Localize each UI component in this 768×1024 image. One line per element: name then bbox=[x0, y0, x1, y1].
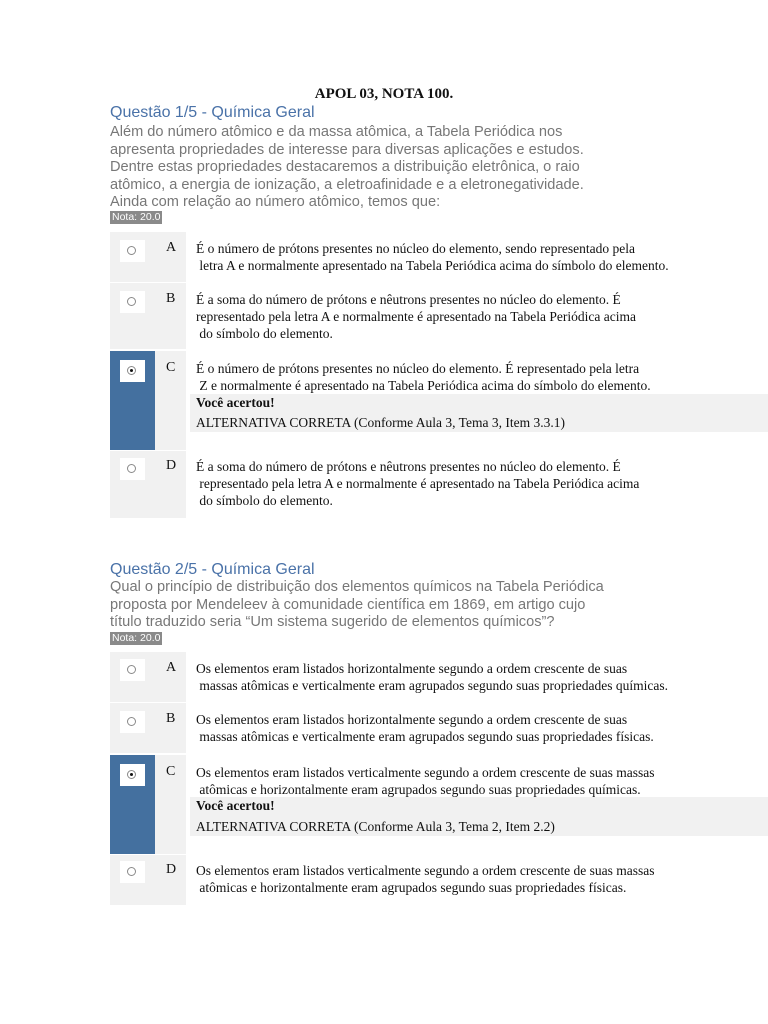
feedback-title: Você acertou! bbox=[196, 798, 275, 813]
radio-button[interactable] bbox=[120, 291, 145, 313]
radio-button[interactable] bbox=[120, 711, 145, 733]
radio-unchecked-icon bbox=[127, 717, 136, 726]
question-2-title: Questão 2/5 - Química Geral bbox=[110, 561, 315, 578]
question-1-option-a[interactable] bbox=[110, 232, 768, 282]
question-1-text: Além do número atômico e da massa atômica, a Tabela Periódica nos apresenta propriedades de interesse para diversas aplicações e estudos. Dentre estas propriedades destacaremos a distribuição eletrônica, o raio atômico, a energia de ionização, a eletroafinidade e a eletronegatividade. Ainda com relação ao número atômico, temos que: bbox=[110, 124, 584, 211]
radio-button[interactable] bbox=[120, 240, 145, 262]
option-letter: C bbox=[166, 360, 176, 375]
question-2-score-badge: Nota: 20.0 bbox=[112, 632, 161, 644]
question-2-option-b[interactable] bbox=[110, 703, 768, 753]
question-2-option-c[interactable] bbox=[110, 755, 768, 854]
question-1-option-b[interactable] bbox=[110, 283, 768, 349]
question-2-option-d[interactable] bbox=[110, 855, 768, 905]
option-text: Os elementos eram listados horizontalmente segundo a ordem crescente de suas massas atômicas e verticalmente eram agrupados segundo suas propriedades físicas. bbox=[196, 712, 654, 744]
radio-unchecked-icon bbox=[127, 464, 136, 473]
radio-button[interactable] bbox=[120, 458, 145, 480]
radio-unchecked-icon bbox=[127, 246, 136, 255]
option-text: É a soma do número de prótons e nêutrons presentes no núcleo do elemento. É representado pela letra A e normalmente é apresentado na Tabela Periódica acima do símbolo do elemento. bbox=[196, 459, 640, 508]
option-letter: A bbox=[166, 240, 177, 255]
option-text: Os elementos eram listados verticalmente segundo a ordem crescente de suas massas atômicas e horizontalmente eram agrupados segundo suas propriedades físicas. bbox=[196, 863, 655, 895]
option-letter: C bbox=[166, 764, 176, 779]
radio-checked-icon bbox=[127, 366, 136, 375]
radio-unchecked-icon bbox=[127, 297, 136, 306]
radio-unchecked-icon bbox=[127, 665, 136, 674]
option-text: É o número de prótons presentes no núcleo do elemento. É representado pela letra Z e normalmente é apresentado na Tabela Periódica acima do símbolo do elemento. bbox=[196, 361, 651, 393]
radio-button[interactable] bbox=[120, 861, 145, 883]
option-letter: B bbox=[166, 711, 176, 726]
option-letter: D bbox=[166, 862, 177, 877]
question-2-option-a[interactable] bbox=[110, 652, 768, 702]
radio-button[interactable] bbox=[120, 764, 145, 786]
feedback-text: ALTERNATIVA CORRETA (Conforme Aula 3, Tema 2, Item 2.2) bbox=[196, 819, 555, 834]
question-1-option-d[interactable] bbox=[110, 451, 768, 518]
feedback-title: Você acertou! bbox=[196, 395, 275, 410]
radio-unchecked-icon bbox=[127, 867, 136, 876]
question-1-score-badge: Nota: 20.0 bbox=[112, 211, 161, 223]
option-letter: D bbox=[166, 458, 177, 473]
question-1-title: Questão 1/5 - Química Geral bbox=[110, 104, 315, 121]
radio-button[interactable] bbox=[120, 659, 145, 681]
radio-button[interactable] bbox=[120, 360, 145, 382]
option-text: É a soma do número de prótons e nêutrons presentes no núcleo do elemento. É representado pela letra A e normalmente é apresentado na Tabela Periódica acima do símbolo do elemento. bbox=[196, 292, 636, 341]
feedback-box bbox=[190, 797, 768, 836]
feedback-box bbox=[190, 394, 768, 432]
page-title: APOL 03, NOTA 100. bbox=[314, 86, 454, 102]
option-text: Os elementos eram listados horizontalmente segundo a ordem crescente de suas massas atômicas e verticalmente eram agrupados segundo suas propriedades químicas. bbox=[196, 661, 668, 693]
option-text: Os elementos eram listados verticalmente segundo a ordem crescente de suas massas atômicas e horizontalmente eram agrupados segundo suas propriedades químicas. bbox=[196, 765, 655, 797]
option-text: É o número de prótons presentes no núcleo do elemento, sendo representado pela letra A e normalmente apresentado na Tabela Periódica acima do símbolo do elemento. bbox=[196, 241, 669, 273]
question-1-option-c[interactable] bbox=[110, 351, 768, 450]
radio-checked-icon bbox=[127, 770, 136, 779]
question-2-text: Qual o princípio de distribuição dos elementos químicos na Tabela Periódica proposta por Mendeleev à comunidade científica em 1869, em artigo cujo título traduzido seria “Um sistema sugerido de elementos químicos”? bbox=[110, 579, 604, 631]
option-letter: B bbox=[166, 291, 176, 306]
option-letter: A bbox=[166, 660, 177, 675]
feedback-text: ALTERNATIVA CORRETA (Conforme Aula 3, Tema 3, Item 3.3.1) bbox=[196, 415, 565, 430]
